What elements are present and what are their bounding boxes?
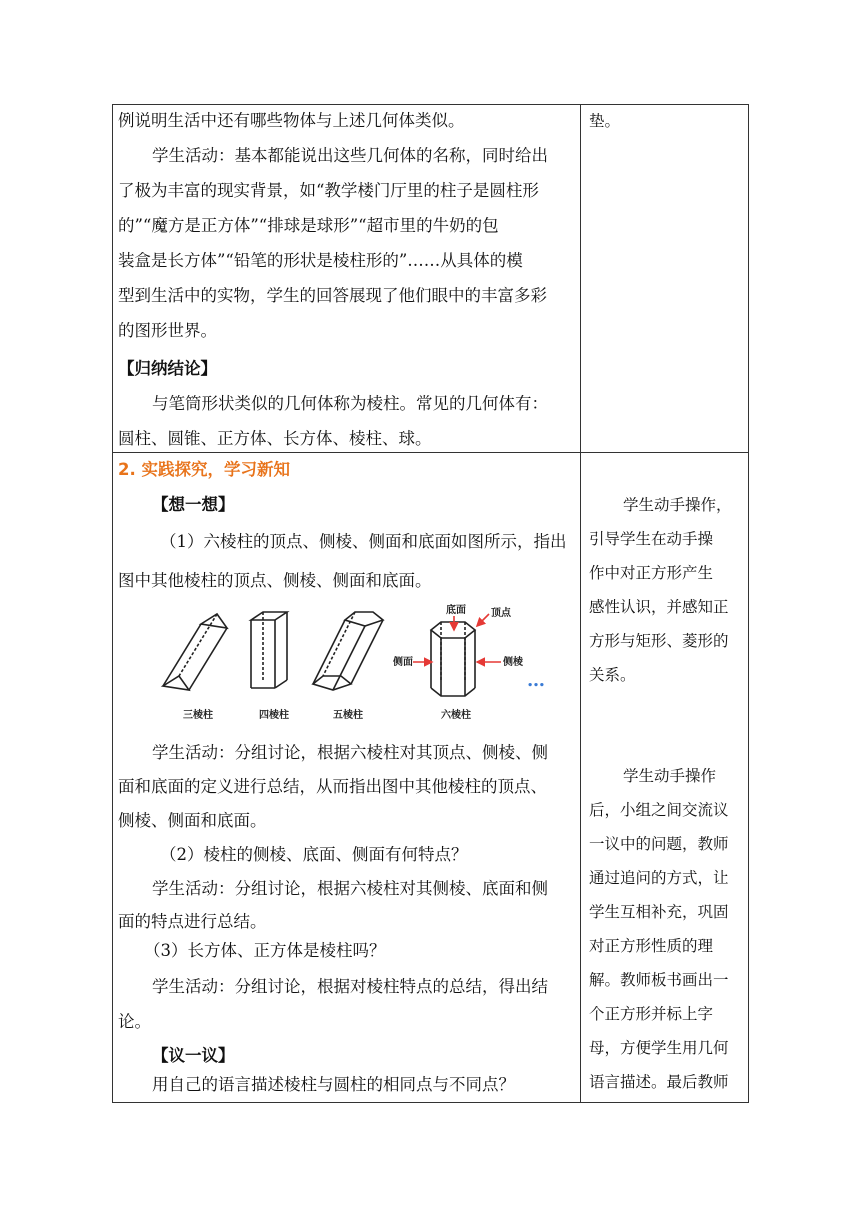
activity-1-line: 侧棱、侧面和底面。 — [118, 811, 267, 830]
paragraph-line: 的”“魔方是正方体”“排球是球形”“超市里的牛奶的包 — [118, 216, 499, 235]
paragraph-line: 例说明生活中还有哪些物体与上述几何体类似。 — [118, 111, 465, 130]
pentagonal-prism-icon — [313, 612, 383, 690]
lateral-edge-label: 侧棱 — [503, 657, 523, 668]
discuss-heading: 【议一议】 — [152, 1046, 235, 1065]
activity-1-line: 面和底面的定义进行总结，从而指出图中其他棱柱的顶点、 — [118, 777, 547, 796]
think-heading: 【想一想】 — [152, 495, 235, 514]
note-line: 方形与矩形、菱形的 — [589, 632, 729, 650]
quadrangular-prism-icon — [251, 612, 287, 688]
activity-1-line: 学生活动：分组讨论，根据六棱柱对其顶点、侧棱、侧 — [152, 743, 548, 762]
shape-name: 三棱柱 — [183, 710, 213, 721]
row-divider — [112, 452, 749, 453]
activity-2-line: 学生活动：分组讨论，根据六棱柱对其侧棱、底面和侧 — [152, 879, 548, 898]
paragraph-line: 的图形世界。 — [118, 321, 217, 340]
question-1-line: 图中其他棱柱的顶点、侧棱、侧面和底面。 — [118, 571, 432, 590]
conclusion-line: 圆柱、圆锥、正方体、长方体、棱柱、球。 — [118, 429, 432, 448]
hexagonal-prism-icon — [431, 622, 475, 696]
paragraph-line: 装盒是长方体”“铅笔的形状是棱柱形的”……从具体的模 — [118, 251, 523, 270]
note-line: 作中对正方形产生 — [589, 564, 714, 582]
conclusion-line: 与笔筒形状类似的几何体称为棱柱。常见的几何体有： — [152, 394, 548, 413]
note-line: 学生动手操作 — [623, 767, 717, 785]
base-label: 底面 — [446, 605, 466, 616]
activity-2-line: 面的特点进行总结。 — [118, 912, 267, 931]
lateral-face-label: 侧面 — [393, 657, 413, 668]
note-line: 通过追问的方式，让 — [589, 869, 729, 887]
note-line: 对正方形性质的理 — [589, 937, 714, 955]
table-border-right — [748, 104, 749, 1103]
conclusion-heading: 【归纳结论】 — [118, 359, 217, 378]
vertex-label: 顶点 — [491, 608, 511, 619]
note-line: 解。教师板书画出一 — [589, 971, 729, 989]
note-line: 关系。 — [589, 666, 636, 684]
shape-name: 六棱柱 — [441, 710, 471, 721]
note-line: 个正方形并标上字 — [589, 1005, 714, 1023]
ellipsis: … — [527, 670, 545, 691]
question-2: （2）棱柱的侧棱、底面、侧面有何特点？ — [160, 845, 468, 864]
note-line: 后，小组之间交流议 — [589, 801, 729, 819]
note-line: 语言描述。最后教师 — [589, 1073, 729, 1091]
paragraph-line: 学生活动：基本都能说出这些几何体的名称，同时给出 — [152, 146, 548, 165]
shape-name: 五棱柱 — [333, 710, 363, 721]
teacher-note: 垫。 — [589, 112, 621, 130]
discuss-question: 用自己的语言描述棱柱与圆柱的相同点与不同点？ — [152, 1075, 515, 1094]
note-line: 学生动手操作， — [623, 496, 732, 514]
table-border-bottom — [112, 1102, 749, 1103]
activity-3-line: 学生活动：分组讨论，根据对棱柱特点的总结，得出结 — [152, 977, 548, 996]
table-border-top — [112, 104, 749, 105]
table-border-left — [112, 104, 113, 1103]
question-3: （3）长方体、正方体是棱柱吗？ — [144, 941, 386, 960]
section-title: 2. 实践探究，学习新知 — [118, 460, 290, 479]
activity-3-line: 论。 — [118, 1012, 151, 1031]
prisms-figure — [155, 604, 555, 724]
note-line: 母，方便学生用几何 — [589, 1039, 729, 1057]
paragraph-line: 型到生活中的实物，学生的回答展现了他们眼中的丰富多彩 — [118, 286, 547, 305]
triangular-prism-icon — [163, 614, 227, 690]
shape-name: 四棱柱 — [259, 710, 289, 721]
column-divider — [580, 104, 581, 1103]
note-line: 学生互相补充，巩固 — [589, 903, 729, 921]
question-1-line: （1）六棱柱的顶点、侧棱、侧面和底面如图所示，指出 — [160, 532, 567, 551]
note-line: 一议中的问题，教师 — [589, 835, 729, 853]
note-line: 感性认识，并感知正 — [589, 598, 729, 616]
note-line: 引导学生在动手操 — [589, 530, 714, 548]
paragraph-line: 了极为丰富的现实背景，如“教学楼门厅里的柱子是圆柱形 — [118, 181, 539, 200]
